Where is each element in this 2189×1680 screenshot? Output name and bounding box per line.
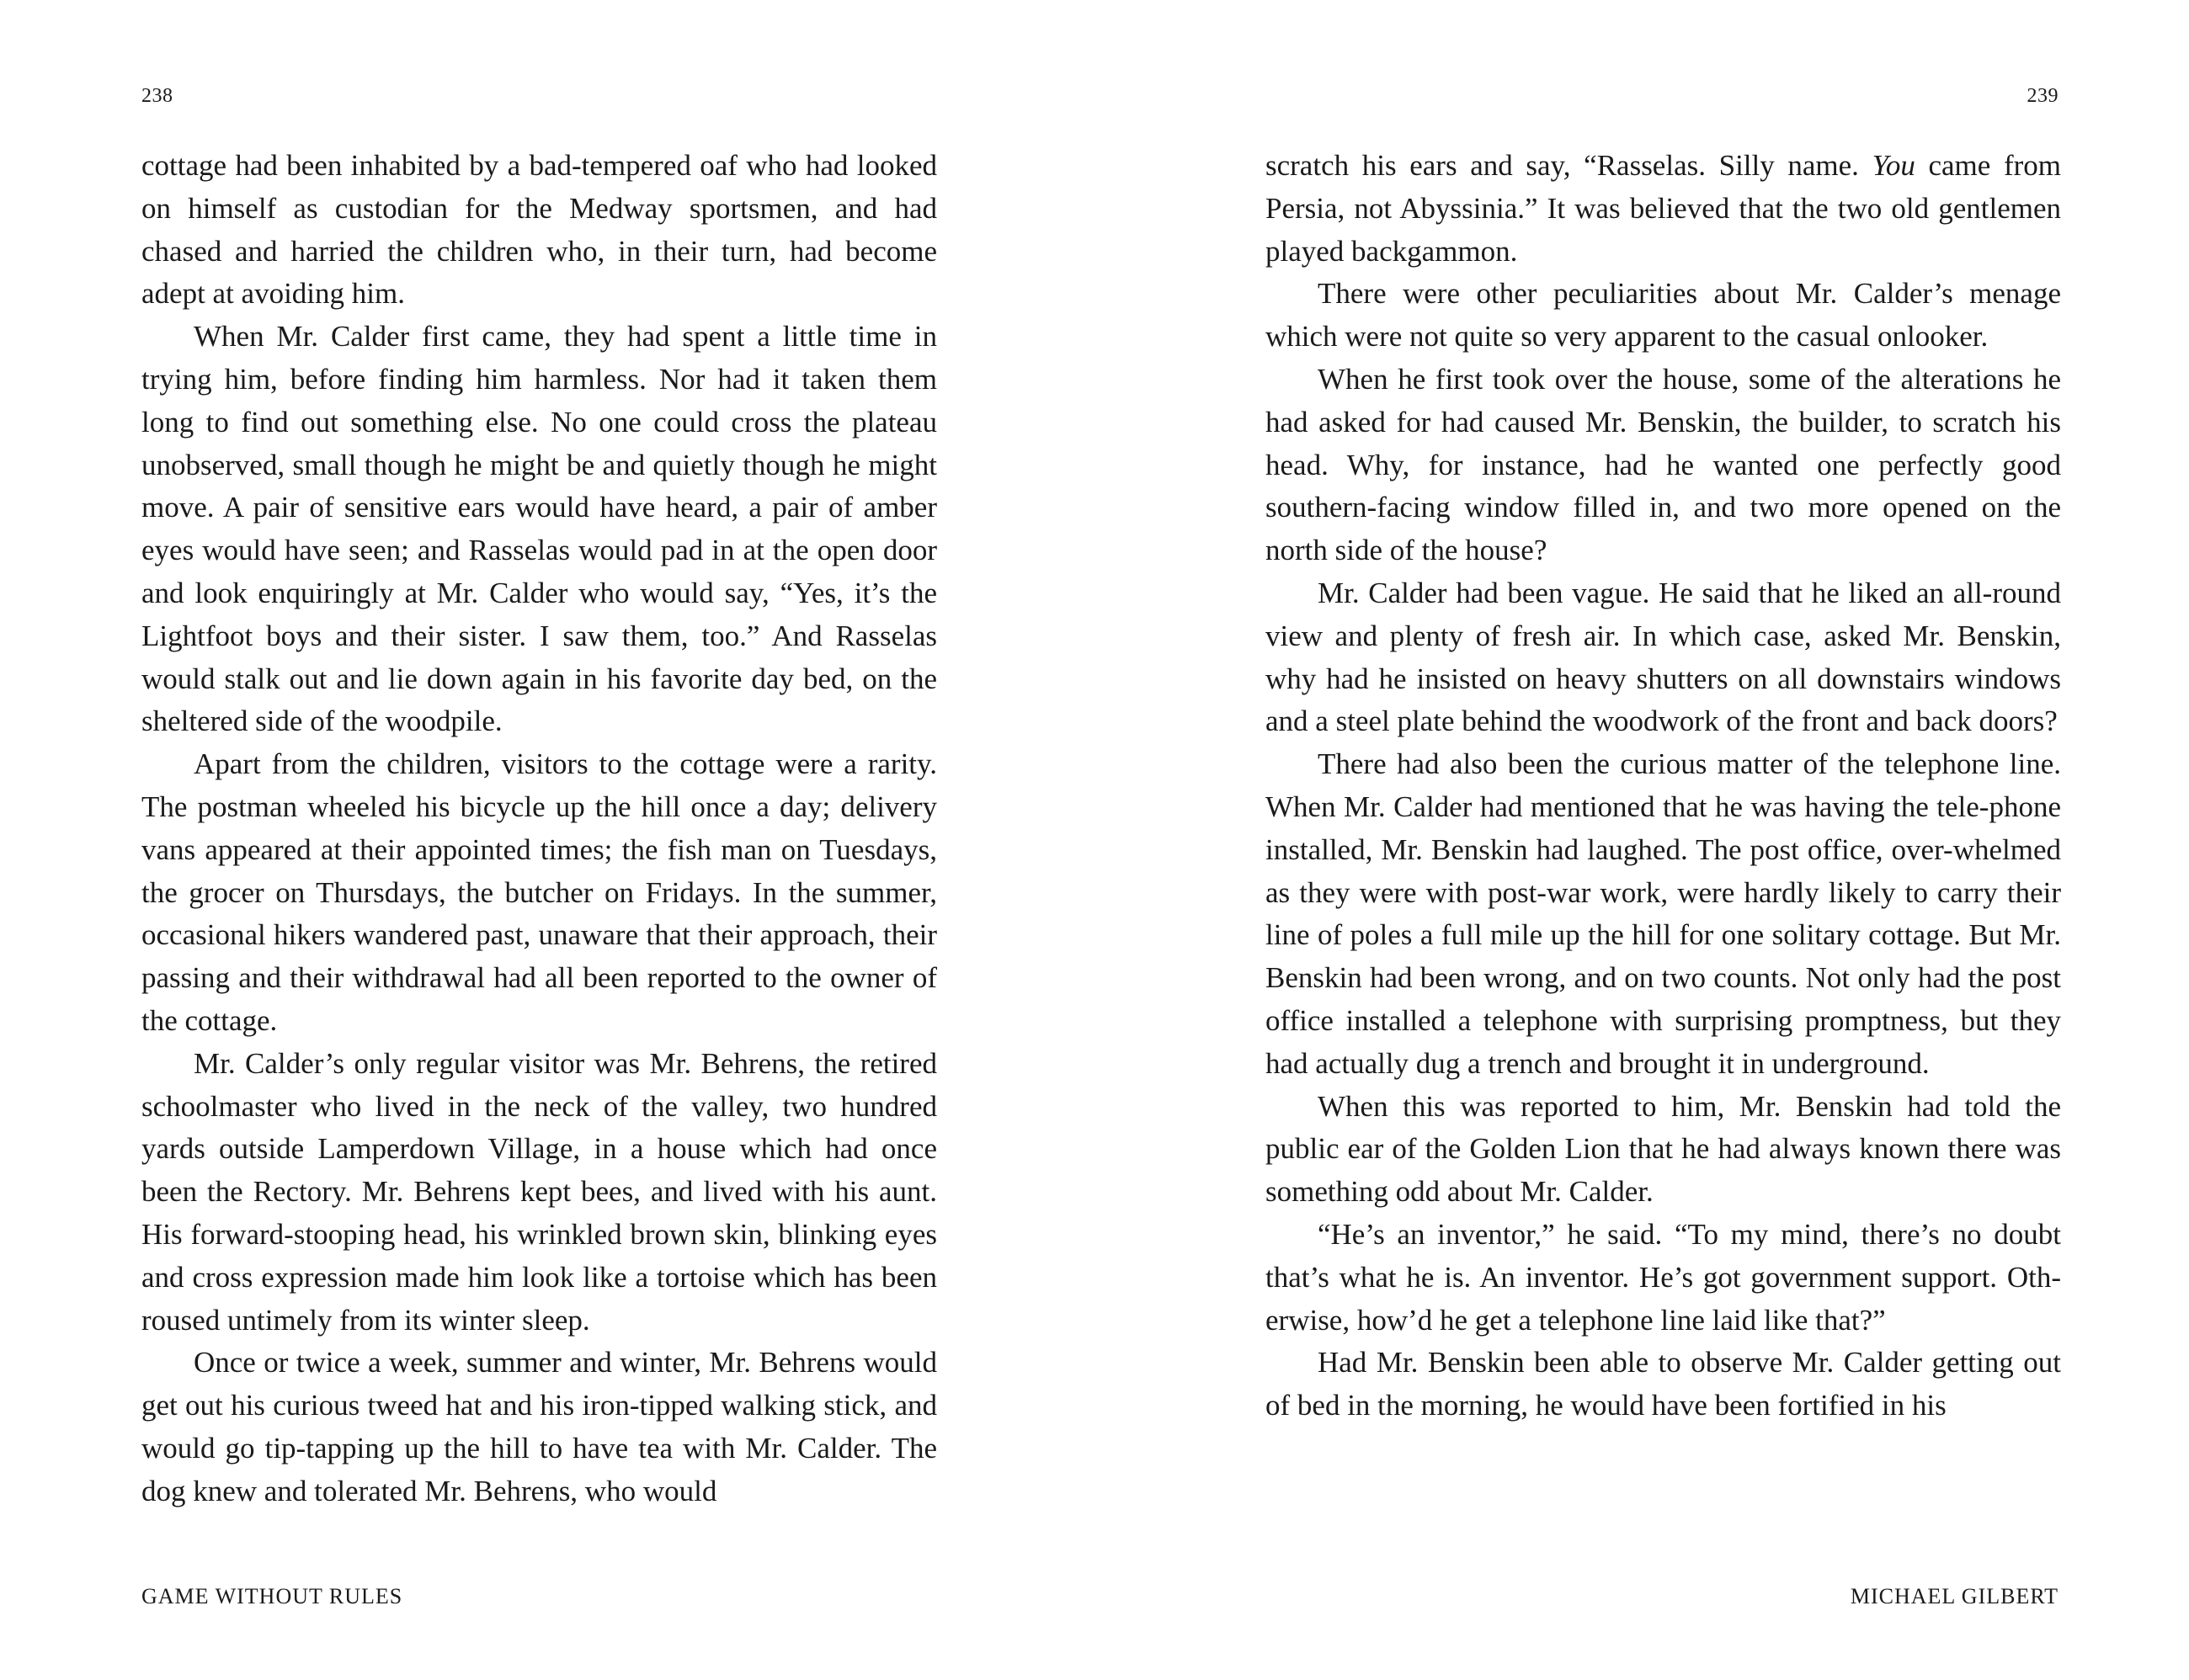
text-run: came from Persia, not Abyssinia.” It was believed that the two old gentlemen played backgammon.	[1265, 149, 2061, 268]
page-number: 239	[2027, 85, 2059, 107]
paragraph: There were other peculiarities about Mr. Calder’s menage which were not quite so very apparent to the casual onlooker.	[1265, 277, 2061, 354]
paragraph: Mr. Calder’s only regular visitor was Mr. Behrens, the retired schoolmaster who lived in the neck of the valley, two hundred yards outside Lamperdown Village, in a house which had once been the Rectory. Mr. Behrens kept bees, and lived with his aunt. His forward-stooping head, his wrinkled brown skin, blinking eyes and cross expression made him look like a tortoise which has been roused untimely from its winter sleep.	[141, 1046, 937, 1337]
paragraph: cottage had been inhabited by a bad-tempered oaf who had looked on himself as custodian for the Medway sportsmen, and had chased and harried the children who, in their turn, had become adept at avoiding him.	[141, 149, 937, 311]
text-run: scratch his ears and say, “Rasselas. Silly name.	[1265, 149, 1872, 182]
italic-word: You	[1872, 149, 1915, 182]
left-page	[0, 0, 1094, 1680]
paragraph: Mr. Calder had been vague. He said that he liked an all-round view and plenty of fresh air. In which case, asked Mr. Benskin, why had he insisted on heavy shutters on all downstairs windows and a steel plate behind the woodwork of the front and back doors?	[1265, 576, 2061, 738]
paragraph: When this was reported to him, Mr. Benskin had told the public ear of the Golden Lion that he had always known there was something odd about Mr. Calder.	[1265, 1089, 2061, 1209]
page-number: 238	[141, 85, 173, 107]
book-title-footer: GAME WITHOUT RULES	[141, 1584, 403, 1608]
right-page	[1094, 0, 2189, 1680]
body-text	[141, 145, 937, 1513]
body-text	[1265, 145, 2061, 1427]
paragraph: Apart from the children, visitors to the cottage were a rarity. The postman wheeled his bicycle up the hill once a day; delivery vans appeared at their appointed times; the fish man on Tuesdays, the grocer on Thursdays, the butcher on Fridays. In the summer, occasional hikers wandered past, unaware that their approach, their passing and their withdrawal had all been reported to the owner of the cottage.	[141, 747, 937, 1037]
paragraph	[1265, 145, 2061, 273]
paragraph: When Mr. Calder first came, they had spent a little time in trying him, before finding him harmless. Nor had it taken them long to find out something else. No one could cross the plateau unobserved, small though he might be and quietly though he might move. A pair of sensitive ears would have heard, a pair of amber eyes would have seen; and Rasselas would pad in at the open door and look enquiringly at Mr. Calder who would say, “Yes, it’s the Lightfoot boys and their sister. I saw them, too.” And Rasselas would stalk out and lie down again in his favorite day bed, on the sheltered side of the woodpile.	[141, 320, 937, 738]
paragraph: “He’s an inventor,” he said. “To my mind, there’s no doubt that’s what he is. An inventor. He’s got government support. Oth-erwise, how’d he get a telephone line laid like that?”	[1265, 1217, 2061, 1337]
paragraph: When he first took over the house, some of the alterations he had asked for had caused Mr. Benskin, the builder, to scratch his head. Why, for instance, had he wanted one perfectly good southern-facing window filled in, and two more opened on the north side of the house?	[1265, 362, 2061, 567]
paragraph: Once or twice a week, summer and winter, Mr. Behrens would get out his curious tweed hat and his iron-tipped walking stick, and would go tip-tapping up the hill to have tea with Mr. Calder. The dog knew and tolerated Mr. Behrens, who would	[141, 1346, 937, 1507]
paragraph: Had Mr. Benskin been able to observe Mr. Calder getting out of bed in the morning, he would have been fortified in his	[1265, 1346, 2061, 1422]
author-name-footer: MICHAEL GILBERT	[1850, 1584, 2059, 1608]
paragraph: There had also been the curious matter of the telephone line. When Mr. Calder had mentioned that he was having the tele-phone installed, Mr. Benskin had laughed. The post office, over-whelmed as they were with post-war work, were hardly likely to carry their line of poles a full mile up the hill for one solitary cottage. But Mr. Benskin had been wrong, and on two counts. Not only had the post office installed a telephone with surprising promptness, but they had actually dug a trench and brought it in underground.	[1265, 747, 2061, 1080]
